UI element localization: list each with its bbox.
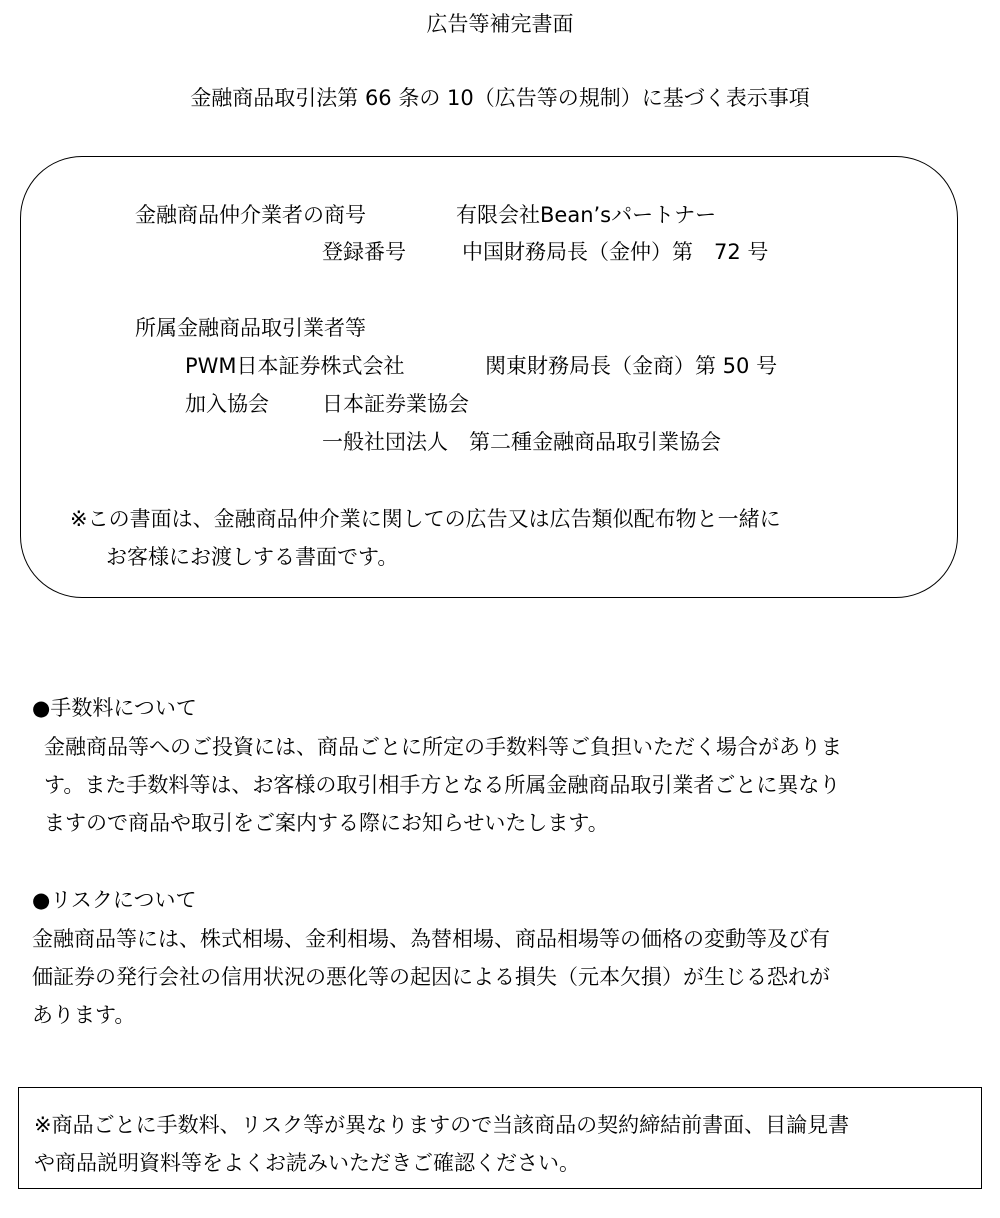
fees-line: す。また手数料等は、お客様の取引相手方となる所属金融商品取引業者ごとに異なり xyxy=(44,773,841,797)
risk-heading: ●リスクについて xyxy=(32,888,197,912)
risk-line: あります。 xyxy=(32,1003,136,1027)
agent-name: 有限会社Bean’sパートナー xyxy=(456,203,717,227)
document-title: 広告等補完書面 xyxy=(426,12,574,36)
risk-line: 金融商品等には、株式相場、金利相場、為替相場、商品相場等の価格の変動等及び有 xyxy=(32,927,830,951)
document-subtitle: 金融商品取引法第 66 条の 10（広告等の規制）に基づく表示事項 xyxy=(190,86,810,110)
fees-line: ますので商品や取引をご案内する際にお知らせいたします。 xyxy=(44,811,609,835)
fees-heading: ●手数料について xyxy=(32,696,197,720)
firm-registration: 関東財務局長（金商）第 50 号 xyxy=(485,354,778,378)
registration-value: 中国財務局長（金仲）第 72 号 xyxy=(462,240,769,264)
registration-label: 登録番号 xyxy=(322,240,406,264)
association-label: 加入協会 xyxy=(185,392,269,416)
association-2: 一般社団法人 第二種金融商品取引業協会 xyxy=(322,430,721,454)
affiliated-heading: 所属金融商品取引業者等 xyxy=(135,316,366,340)
association-1: 日本証券業協会 xyxy=(322,392,469,416)
fees-line: 金融商品等へのご投資には、商品ごとに所定の手数料等ご負担いただく場合がありま xyxy=(44,735,842,759)
firm-name: PWM日本証券株式会社 xyxy=(185,354,405,378)
box-note-line-1: ※この書面は、金融商品仲介業に関しての広告又は広告類似配布物と一緒に xyxy=(70,507,781,531)
agent-label: 金融商品仲介業者の商号 xyxy=(135,203,366,227)
notice-line: ※商品ごとに手数料、リスク等が異なりますので当該商品の契約締結前書面、目論見書 xyxy=(34,1113,850,1137)
risk-line: 価証券の発行会社の信用状況の悪化等の起因による損失（元本欠損）が生じる恐れが xyxy=(32,965,830,989)
box-note-line-2: お客様にお渡しする書面です。 xyxy=(106,545,399,569)
notice-line: や商品説明資料等をよくお読みいただきご確認ください。 xyxy=(34,1151,580,1175)
